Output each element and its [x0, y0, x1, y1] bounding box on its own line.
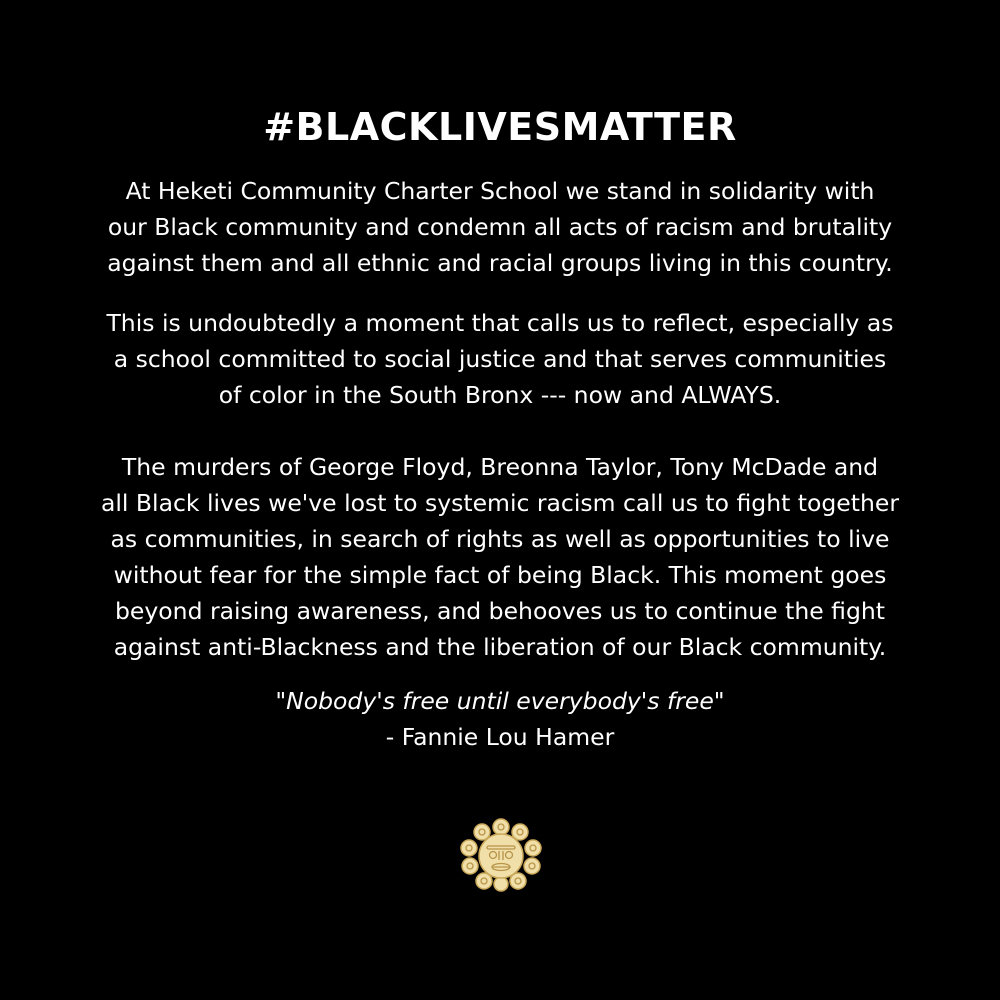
paragraph-line: a school committed to social justice and that serves communities	[113, 345, 887, 373]
paragraph-line: all Black lives we've lost to systemic racism call us to fight together	[101, 489, 899, 517]
paragraph-line: without fear for the simple fact of being Black. This moment goes	[113, 561, 887, 589]
paragraph-line: The murders of George Floyd, Breonna Taylor, Tony McDade and	[121, 453, 879, 481]
quote-text: "Nobody's free until everybody's free"	[275, 687, 725, 715]
paragraph-call-to-action	[0, 449, 1000, 665]
paragraph-line: our Black community and condemn all acts of racism and brutality	[107, 213, 893, 241]
taino-sun-icon	[458, 818, 544, 892]
paragraph-line: beyond raising awareness, and behooves us to continue the fight	[115, 597, 885, 625]
paragraph-line: of color in the South Bronx --- now and ALWAYS.	[218, 381, 782, 409]
quote-attribution: - Fannie Lou Hamer	[385, 723, 615, 751]
paragraph-solidarity	[0, 173, 1000, 281]
page-title: #BLACKLIVESMATTER	[263, 105, 737, 149]
paragraph-line: This is undoubtedly a moment that calls us to reflect, especially as	[106, 309, 894, 337]
paragraph-line: as communities, in search of rights as well as opportunities to live	[110, 525, 890, 553]
paragraph-line: against them and all ethnic and racial groups living in this country.	[107, 249, 893, 277]
paragraph-line: At Heketi Community Charter School we stand in solidarity with	[125, 177, 875, 205]
paragraph-line: against anti-Blackness and the liberation of our Black community.	[113, 633, 887, 661]
paragraph-reflection	[0, 305, 1000, 413]
